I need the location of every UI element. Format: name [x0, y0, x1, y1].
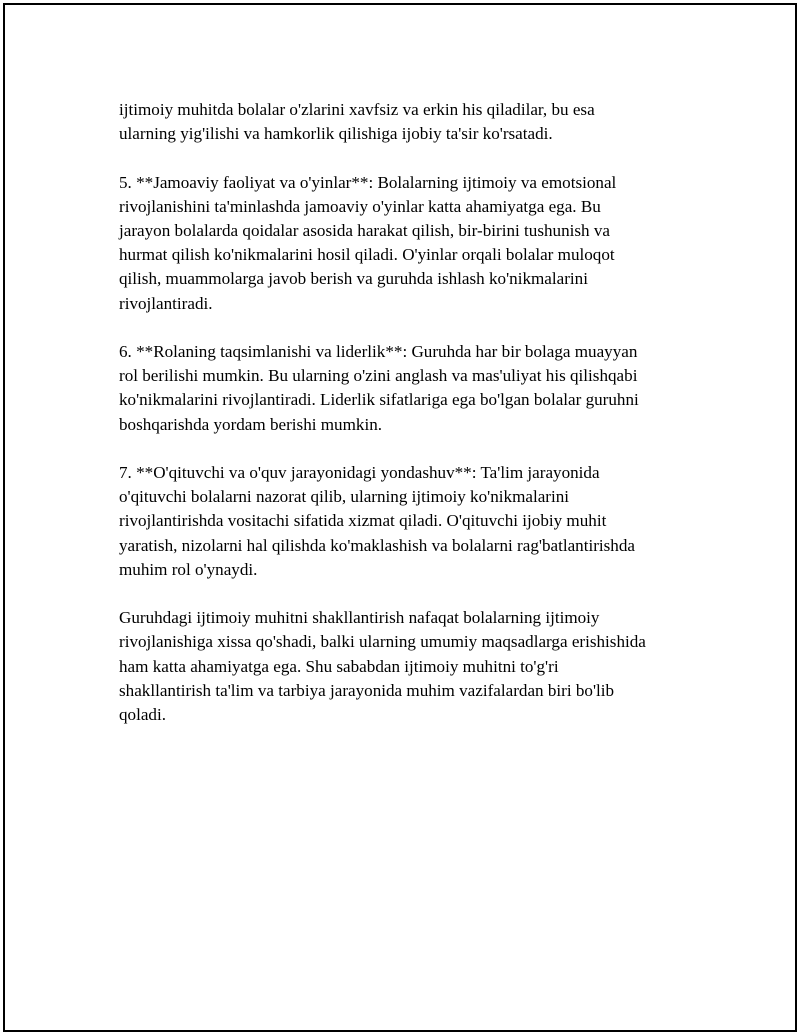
text-line: shakllantirish ta'lim va tarbiya jarayonida muhim vazifalardan biri bo'lib [119, 680, 615, 700]
text-line: 6. **Rolaning taqsimlanishi va liderlik**: Guruhda har bir bolaga muayyan [119, 342, 638, 361]
text-line: o'qituvchi bolalarni nazorat qilib, ularning ijtimoiy ko'nikmalarini [119, 487, 570, 507]
paragraph-item-7 [119, 461, 699, 582]
text-line: ham katta ahamiyatga ega. Shu sababdan ijtimoiy muhitni to'g'ri [119, 656, 559, 676]
text-line: qoladi. [119, 705, 166, 725]
text-line: Guruhdagi ijtimoiy muhitni shakllantirish nafaqat bolalarning ijtimoiy [119, 608, 600, 628]
text-line: jarayon bolalarda qoidalar asosida harakat qilish, bir-birini tushunish va [119, 221, 610, 240]
text-line: ularning yig'ilishi va hamkorlik qilishiga ijobiy ta'sir ko'rsatadi. [119, 124, 553, 144]
text-line: yaratish, nizolarni hal qilishda ko'maklashish va bolalarni rag'batlantirishda [119, 535, 635, 555]
paragraph-item-6 [119, 340, 699, 437]
text-line: rivojlanishiga xissa qo'shadi, balki ularning umumiy maqsadlarga erishishida [119, 632, 646, 652]
text-line: 7. **O'qituvchi va o'quv jarayonidagi yondashuv**: Ta'lim jarayonida [119, 463, 600, 482]
text-line: qilish, muammolarga javob berish va guruhda ishlash ko'nikmalarini [119, 269, 588, 289]
text-line: rivojlantiradi. [119, 293, 213, 313]
document-body [119, 98, 699, 751]
text-line: muhim rol o'ynaydi. [119, 559, 258, 579]
text-line: rivojlanishini ta'minlashda jamoaviy o'yinlar katta ahamiyatga ega. Bu [119, 196, 601, 216]
paragraph-conclusion [119, 606, 699, 727]
paragraph-item-5 [119, 171, 699, 316]
text-line: rol berilishi mumkin. Bu ularning o'zini anglash va mas'uliyat his qilishqabi [119, 366, 638, 386]
document-page [3, 3, 797, 1032]
text-line: boshqarishda yordam berishi mumkin. [119, 414, 383, 434]
paragraph-intro-continuation [119, 98, 699, 146]
text-line: ijtimoiy muhitda bolalar o'zlarini xavfsiz va erkin his qiladilar, bu esa [119, 100, 595, 119]
text-line: ko'nikmalarini rivojlantiradi. Liderlik sifatlariga ega bo'lgan bolalar guruhni [119, 390, 639, 410]
text-line: hurmat qilish ko'nikmalarini hosil qiladi. O'yinlar orqali bolalar muloqot [119, 245, 615, 265]
text-line: 5. **Jamoaviy faoliyat va o'yinlar**: Bolalarning ijtimoiy va emotsional [119, 172, 617, 192]
text-line: rivojlantirishda vositachi sifatida xizmat qiladi. O'qituvchi ijobiy muhit [119, 511, 607, 531]
